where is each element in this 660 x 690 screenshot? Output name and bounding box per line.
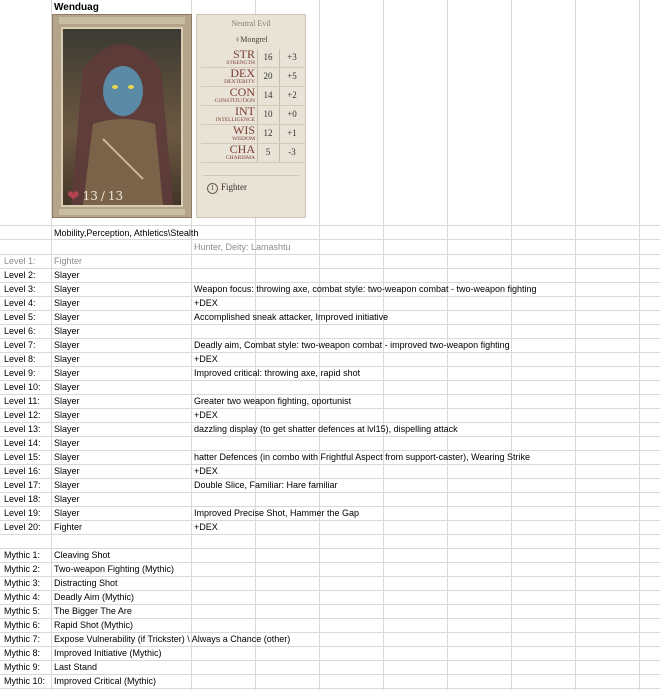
level-label[interactable]: Level 6: — [4, 326, 36, 336]
column-divider — [511, 0, 512, 690]
level-note[interactable]: Improved Precise Shot, Hammer the Gap — [194, 508, 360, 518]
mythic-value[interactable]: Improved Initiative (Mythic) — [54, 648, 162, 658]
divider — [257, 49, 258, 67]
row-divider — [0, 268, 660, 269]
level-label[interactable]: Level 2: — [4, 270, 36, 280]
level-label[interactable]: Level 4: — [4, 298, 36, 308]
level-label[interactable]: Level 10: — [4, 382, 41, 392]
level-note[interactable]: Improved critical: throwing axe, rapid shot — [194, 368, 361, 378]
mythic-label[interactable]: Mythic 5: — [4, 606, 41, 616]
level-class[interactable]: Slayer — [54, 508, 80, 518]
level-class[interactable]: Slayer — [54, 494, 80, 504]
stat-modifier: -3 — [288, 147, 296, 157]
hp-separator: / — [100, 189, 105, 203]
mythic-label[interactable]: Mythic 1: — [4, 550, 41, 560]
class-name: Fighter — [221, 182, 247, 192]
stat-abbr: CON — [229, 85, 255, 99]
level-note[interactable]: +DEX — [194, 522, 218, 532]
level-label[interactable]: Level 9: — [4, 368, 36, 378]
level-class[interactable]: Slayer — [54, 424, 80, 434]
skills-cell[interactable]: Mobility,Perception, Athletics\Stealth — [54, 228, 199, 238]
level-note[interactable]: Double Slice, Familiar: Hare familiar — [194, 480, 338, 490]
level-label[interactable]: Level 3: — [4, 284, 36, 294]
level-note[interactable]: Accomplished sneak attacker, Improved initiative — [194, 312, 389, 322]
row-divider — [0, 296, 660, 297]
level-label[interactable]: Level 14: — [4, 438, 41, 448]
level-label[interactable]: Level 1: — [4, 256, 36, 266]
stat-modifier: +1 — [287, 128, 297, 138]
mythic-label[interactable]: Mythic 7: — [4, 634, 41, 644]
level-note[interactable]: Weapon focus: throwing axe, combat style: two-weapon combat - two-weapon fighting — [194, 284, 537, 294]
level-label[interactable]: Level 18: — [4, 494, 41, 504]
mythic-value[interactable]: Last Stand — [54, 662, 98, 672]
level-note[interactable]: Greater two weapon fighting, oportunist — [194, 396, 352, 406]
portrait-image — [61, 27, 183, 207]
row-divider — [0, 324, 660, 325]
character-portrait — [52, 14, 192, 218]
stat-row — [201, 106, 305, 124]
character-title: Wenduag — [54, 2, 99, 13]
stat-modifier: +0 — [287, 109, 297, 119]
level-class[interactable]: Slayer — [54, 410, 80, 420]
stat-score: 14 — [263, 90, 273, 100]
stat-card — [196, 14, 306, 218]
level-class[interactable]: Slayer — [54, 438, 80, 448]
mythic-label[interactable]: Mythic 8: — [4, 648, 41, 658]
level-note[interactable]: hatter Defences (in combo with Frightful Aspect from support-caster), Wearing Strike — [194, 452, 530, 462]
mythic-value[interactable]: Deadly Aim (Mythic) — [54, 592, 135, 602]
class-level-badge: 1 — [207, 183, 218, 194]
portrait-frame-top — [59, 17, 185, 24]
stat-row — [201, 49, 305, 67]
mythic-value[interactable]: Expose Vulnerability (if Trickster) \ Always a Chance (other) — [54, 634, 291, 644]
mythic-value[interactable]: Rapid Shot (Mythic) — [54, 620, 134, 630]
stat-name: CHARISMA — [225, 155, 255, 161]
stat-name: STRENGTH — [226, 60, 255, 66]
divider — [257, 68, 258, 86]
row-divider — [0, 380, 660, 381]
class-box — [203, 175, 299, 211]
stat-score: 10 — [263, 109, 273, 119]
row-divider — [0, 534, 660, 535]
hp-max: 13 — [107, 189, 124, 203]
stat-row — [201, 68, 305, 86]
level-note[interactable]: +DEX — [194, 466, 218, 476]
stat-score: 20 — [263, 71, 273, 81]
row-divider — [0, 688, 660, 689]
column-divider — [575, 0, 576, 690]
row-divider — [0, 492, 660, 493]
heart-icon: ❤ — [67, 187, 80, 205]
archetype-cell[interactable]: Hunter, Deity: Lamashtu — [194, 242, 291, 252]
level-label[interactable]: Level 15: — [4, 452, 41, 462]
level-class[interactable]: Slayer — [54, 312, 80, 322]
level-class[interactable]: Slayer — [54, 382, 80, 392]
hit-points — [67, 187, 123, 205]
mythic-label[interactable]: Mythic 2: — [4, 564, 41, 574]
level-note[interactable]: +DEX — [194, 298, 218, 308]
level-class[interactable]: Slayer — [54, 466, 80, 476]
stat-name: DEXTERITY — [224, 79, 255, 85]
row-divider — [0, 408, 660, 409]
alignment: Neutral Evil — [231, 19, 271, 28]
stat-name: WISDOM — [232, 136, 255, 142]
level-class[interactable]: Slayer — [54, 326, 80, 336]
level-class[interactable]: Slayer — [54, 480, 80, 490]
level-note[interactable]: +DEX — [194, 410, 218, 420]
stat-name: CONSTITUTION — [214, 98, 255, 104]
level-note[interactable]: +DEX — [194, 354, 218, 364]
divider — [279, 106, 280, 124]
level-class[interactable]: Fighter — [54, 256, 83, 266]
level-label[interactable]: Level 5: — [4, 312, 36, 322]
stat-abbr: DEX — [230, 66, 255, 80]
stat-score: 16 — [263, 52, 273, 62]
mythic-value[interactable]: Distracting Shot — [54, 578, 118, 588]
row-divider — [0, 254, 660, 255]
row-divider — [0, 520, 660, 521]
stat-modifier: +5 — [287, 71, 297, 81]
stat-row — [201, 125, 305, 143]
portrait-frame-bottom — [59, 209, 185, 215]
mythic-value[interactable]: The Bigger The Are — [54, 606, 132, 616]
level-class[interactable]: Fighter — [54, 522, 83, 532]
divider — [257, 144, 258, 162]
hp-current: 13 — [82, 189, 98, 203]
mythic-label[interactable]: Mythic 10: — [4, 676, 46, 686]
divider — [279, 68, 280, 86]
level-label[interactable]: Level 12: — [4, 410, 41, 420]
divider — [279, 125, 280, 143]
mythic-label[interactable]: Mythic 9: — [4, 662, 41, 672]
level-label[interactable]: Level 19: — [4, 508, 41, 518]
stat-modifier: +3 — [287, 52, 297, 62]
row-divider — [0, 464, 660, 465]
stat-abbr: CHA — [229, 142, 255, 156]
divider — [257, 87, 258, 105]
stat-modifier: +2 — [287, 90, 297, 100]
level-note[interactable]: dazzling display (to get shatter defences at lvl15), dispelling attack — [194, 424, 458, 434]
level-class[interactable]: Slayer — [54, 298, 80, 308]
gender-icon: ♀ — [234, 35, 241, 44]
divider — [279, 49, 280, 67]
level-class[interactable]: Slayer — [54, 284, 80, 294]
level-note[interactable]: Deadly aim, Combat style: two-weapon combat - improved two-weapon fighting — [194, 340, 510, 350]
level-class[interactable]: Slayer — [54, 270, 80, 280]
race-label: Mongrel — [240, 35, 268, 44]
level-class[interactable]: Slayer — [54, 340, 80, 350]
level-class[interactable]: Slayer — [54, 452, 80, 462]
level-label[interactable]: Level 20: — [4, 522, 41, 532]
row-divider — [0, 352, 660, 353]
stat-row — [201, 87, 305, 105]
level-label[interactable]: Level 7: — [4, 340, 36, 350]
level-class[interactable]: Slayer — [54, 354, 80, 364]
divider — [257, 125, 258, 143]
row-divider — [0, 436, 660, 437]
stat-abbr: INT — [235, 104, 255, 118]
level-label[interactable]: Level 8: — [4, 354, 36, 364]
level-label[interactable]: Level 11: — [4, 396, 40, 406]
divider — [257, 106, 258, 124]
stat-name: INTELLIGENCE — [215, 117, 255, 123]
level-label[interactable]: Level 16: — [4, 466, 41, 476]
row-divider — [0, 660, 660, 661]
mythic-value[interactable]: Cleaving Shot — [54, 550, 111, 560]
divider — [203, 175, 299, 176]
stat-score: 5 — [265, 147, 271, 157]
level-label[interactable]: Level 17: — [4, 480, 41, 490]
stat-abbr: STR — [232, 47, 255, 61]
stat-row — [201, 144, 305, 162]
divider — [279, 144, 280, 162]
stat-abbr: WIS — [233, 123, 255, 137]
level-label[interactable]: Level 13: — [4, 424, 41, 434]
mythic-label[interactable]: Mythic 6: — [4, 620, 41, 630]
mythic-label[interactable]: Mythic 3: — [4, 578, 41, 588]
column-divider — [639, 0, 640, 690]
mythic-label[interactable]: Mythic 4: — [4, 592, 41, 602]
mythic-value[interactable]: Two-weapon Fighting (Mythic) — [54, 564, 175, 574]
divider — [279, 87, 280, 105]
level-class[interactable]: Slayer — [54, 396, 80, 406]
mythic-value[interactable]: Improved Critical (Mythic) — [54, 676, 157, 686]
divider — [201, 162, 305, 163]
stat-score: 12 — [263, 128, 273, 138]
race — [197, 35, 305, 44]
portrait-illustration — [63, 29, 181, 205]
level-class[interactable]: Slayer — [54, 368, 80, 378]
